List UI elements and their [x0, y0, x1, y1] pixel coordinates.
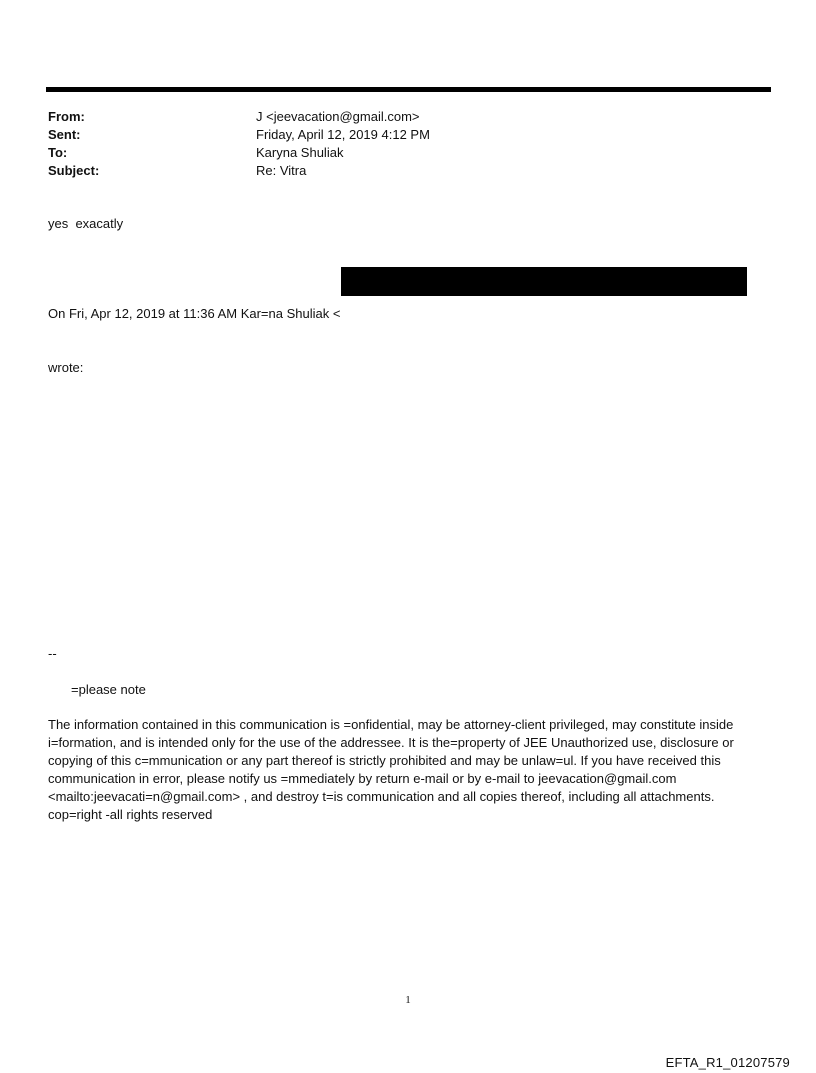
please-note-text: =please note [71, 682, 146, 697]
from-label: From: [48, 109, 85, 124]
from-value: J <jeevacation@gmail.com> [256, 109, 420, 124]
to-value: Karyna Shuliak [256, 145, 344, 160]
quote-intro-line2: wrote: [48, 360, 84, 375]
subject-value: Re: Vitra [256, 163, 307, 178]
sent-label: Sent: [48, 127, 81, 142]
document-id: EFTA_R1_01207579 [665, 1055, 790, 1070]
header-divider [46, 87, 771, 92]
quote-intro-line1: On Fri, Apr 12, 2019 at 11:36 AM Kar=na Shuliak < [48, 306, 341, 321]
reply-text: yes exacatly [48, 216, 124, 231]
quote-intro [48, 269, 348, 395]
sent-row [48, 126, 748, 144]
sent-value: Friday, April 12, 2019 4:12 PM [256, 127, 430, 142]
from-row [48, 108, 748, 126]
confidentiality-disclaimer: The information contained in this communication is =onfidential, may be attorney-client privileged, may constitute inside i=formation, and is intended only for the use of the addressee. It is the=property of JEE Unauthorized use, disclosure or copying of this c=mmunication or any part thereof is strictly prohibited and may be unlaw=ul. If you have received this communication in error, please notify us =mmediately by return e-mail or by e-mail to jeevacation@gmail.com <mailto:jeevacati=n@gmail.com> , and destroy t=is communication and all copies thereof, including all attachments. cop=right -all rights reserved [48, 717, 734, 822]
to-row [48, 144, 748, 162]
to-label: To: [48, 145, 68, 160]
signature-separator: -- [48, 646, 57, 661]
subject-label: Subject: [48, 163, 100, 178]
subject-row [48, 162, 748, 180]
email-header [48, 108, 748, 180]
page-number: 1 [405, 994, 411, 1006]
redaction-block [341, 267, 747, 296]
